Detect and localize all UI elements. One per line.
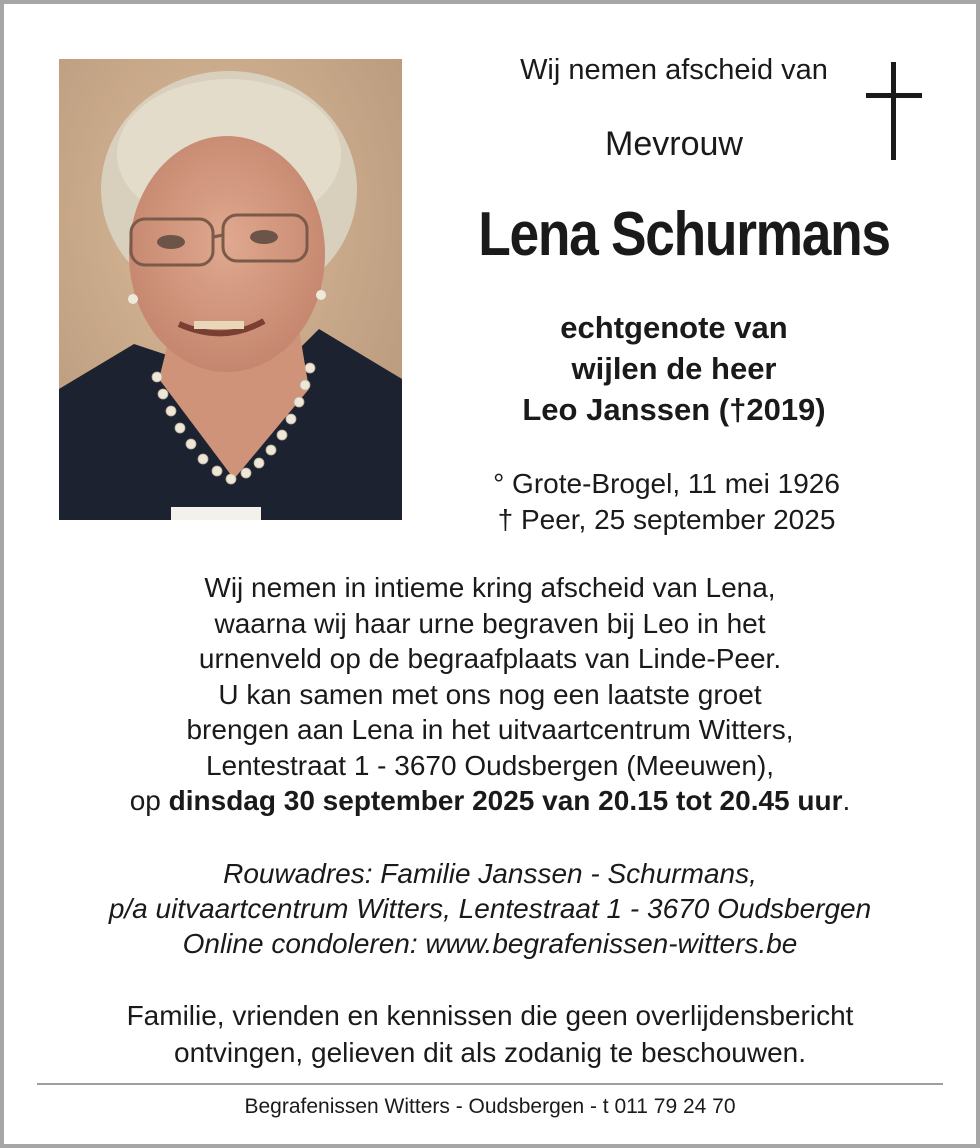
body-line: waarna wij haar urne begraven bij Leo in het <box>214 607 766 639</box>
date-prefix: op <box>129 785 169 816</box>
body-line: Wij nemen in intieme kring afscheid van Lena, <box>204 572 776 603</box>
address-line: Rouwadres: Familie Janssen - Schurmans, <box>223 858 757 889</box>
portrait-photo <box>59 59 402 520</box>
ceremony-text <box>24 570 956 819</box>
spouse-block <box>424 307 924 430</box>
condolence-link[interactable]: Online condoleren: www.begrafenissen-witters.be <box>182 928 798 959</box>
mourning-address <box>24 856 956 961</box>
title-word: Mevrouw <box>605 125 743 163</box>
intro-text: Wij nemen afscheid van <box>520 54 828 86</box>
spouse-line: Leo Janssen (†2019) <box>522 392 826 427</box>
deceased-name: Lena Schurmans <box>478 200 890 269</box>
latin-cross-icon <box>866 62 922 160</box>
spouse-line: wijlen de heer <box>571 351 777 386</box>
body-line: urnenveld op de begraafplaats van Linde-Peer. <box>198 643 782 674</box>
notice-line: Familie, vrienden en kennissen die geen overlijdensbericht <box>126 1000 854 1031</box>
birth-line: ° Grote-Brogel, 11 mei 1926 <box>493 468 840 499</box>
ceremony-date: dinsdag 30 september 2025 van 20.15 tot 20.45 uur <box>168 785 843 816</box>
body-line: brengen aan Lena in het uitvaartcentrum Witters, <box>186 714 794 745</box>
life-dates <box>424 466 909 538</box>
body-line: Lentestraat 1 - 3670 Oudsbergen (Meeuwen), <box>205 749 775 781</box>
date-suffix: . <box>842 785 851 816</box>
family-notice <box>24 997 956 1071</box>
footer-divider <box>37 1083 943 1085</box>
death-line: † Peer, 25 september 2025 <box>497 504 836 535</box>
notice-line: ontvingen, gelieven dit als zodanig te beschouwen. <box>174 1037 806 1068</box>
address-line: p/a uitvaartcentrum Witters, Lentestraat 1 - 3670 Oudsbergen <box>108 893 872 924</box>
spouse-line: echtgenote van <box>560 310 788 345</box>
body-line: U kan samen met ons nog een laatste groet <box>218 678 762 710</box>
funeral-home-footer: Begrafenissen Witters - Oudsbergen - t 011 79 24 70 <box>244 1095 736 1118</box>
ceremony-date-line <box>24 783 956 819</box>
